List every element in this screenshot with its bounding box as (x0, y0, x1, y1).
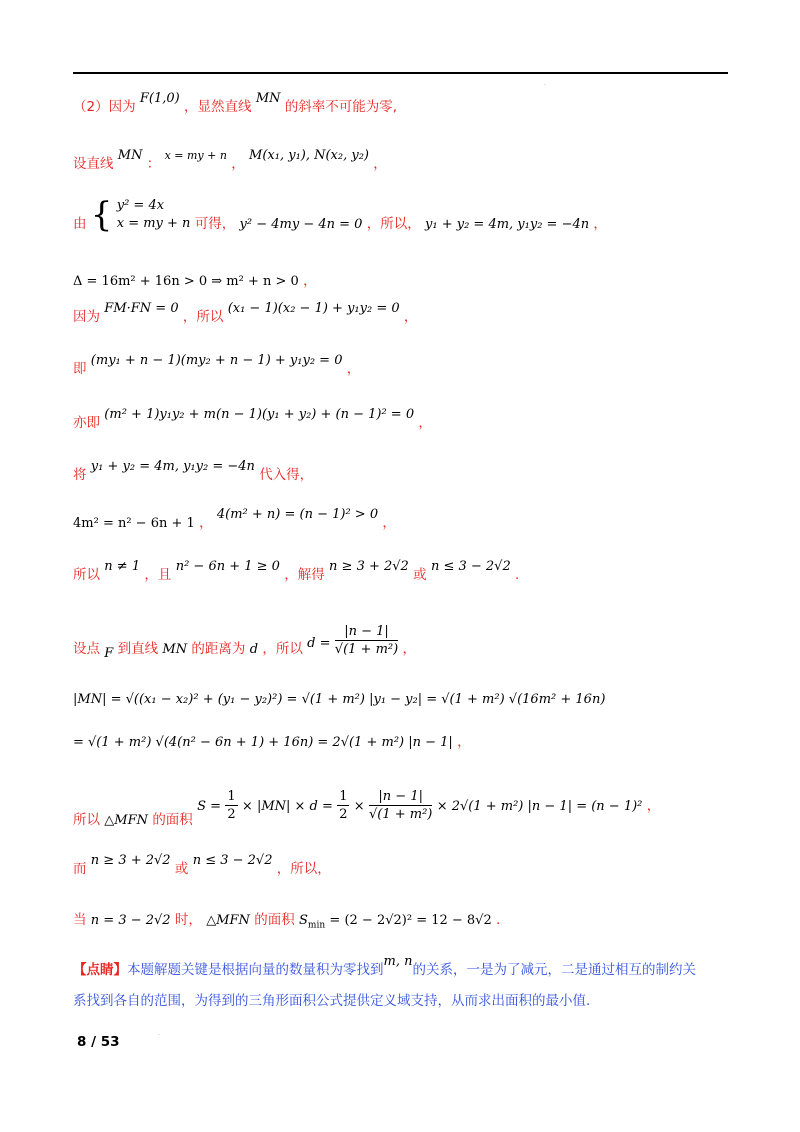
text: 所以 (73, 812, 100, 828)
solution-line-11 (73, 624, 416, 672)
text: ， (418, 415, 432, 431)
solution-line-8 (73, 459, 314, 485)
math: M(x₁, y₁), N(x₂, y₂) (249, 148, 369, 163)
math: = √(1 + m²) √(4(n² − 6n + 1) + 16n) = 2√(1 + m²) |n − 1| (73, 735, 453, 750)
math: MN (162, 642, 188, 657)
text: ，所以 (262, 641, 303, 657)
solution-line-3 (73, 196, 607, 243)
math: △MFN (206, 913, 250, 928)
tip-text (73, 954, 696, 1009)
math: S = (197, 799, 222, 814)
tip-text-b: 的关系，一是为了减元，二是通过相互的制约关 (412, 962, 696, 978)
math: 4(m² + n) = (n − 1)² > 0 (216, 507, 379, 522)
math: n ≤ 3 − 2√2 (192, 853, 273, 868)
tip-text-c: 系找到各自的范围，为得到的三角形面积公式提供定义域支持，从而求出面积的最小值. (73, 993, 591, 1009)
solution-line-9 (73, 507, 396, 533)
text: ， (646, 798, 661, 814)
text: 时， (174, 912, 202, 928)
text: 代入得， (259, 467, 314, 483)
math: MN (117, 148, 143, 163)
math: Δ = 16m² + 16n > 0 ⇒ m² + n > 0 (73, 274, 299, 289)
brace: { (90, 194, 113, 235)
text: （2）因为 (73, 99, 136, 115)
tip-label: 【点睛】 (73, 962, 127, 978)
text: ， (199, 515, 213, 531)
solution-line-1 (73, 91, 398, 117)
math: F (104, 646, 114, 661)
math: × 2√(1 + m²) |n − 1| = (n − 1)² (436, 799, 643, 814)
math: y₁ + y₂ = 4m, y₁y₂ = −4n (425, 217, 590, 232)
text: 而 (73, 861, 87, 877)
text: ，且 (144, 567, 172, 583)
text: 的面积 (152, 812, 193, 828)
text: 设直线 (73, 156, 114, 172)
text: ， (382, 515, 396, 531)
text: 或 (413, 567, 427, 583)
denominator: √(1 + m²) (368, 807, 433, 822)
math: × (353, 799, 365, 814)
text: 即 (73, 361, 87, 377)
math: MN (255, 91, 281, 106)
numerator: |n − 1| (369, 789, 432, 806)
numerator: 1 (227, 789, 236, 804)
solution-line-4 (73, 272, 317, 291)
tip-paragraph (73, 955, 733, 1016)
text: ， (373, 156, 387, 172)
fraction (369, 789, 432, 824)
solution-line-15 (73, 853, 331, 879)
text: ，所以 (182, 309, 224, 325)
solution-line-6 (73, 353, 361, 379)
text: 的面积 (254, 912, 295, 928)
math: S (299, 913, 308, 928)
text: ，显然直线 (184, 99, 252, 115)
text: 因为 (73, 309, 100, 325)
text: ， (593, 216, 607, 232)
solution-line-14 (73, 786, 660, 841)
text: . (496, 912, 501, 928)
math: 4m² = n² − 6n + 1 (73, 516, 195, 531)
text: ， (303, 273, 317, 289)
tip-text-a: 本题解题关键是根据向量的数量积为零找到 (127, 962, 384, 978)
text: ， (403, 309, 418, 325)
text: 所以 (73, 567, 100, 583)
math: x = my + n (116, 215, 191, 231)
math: (m² + 1)y₁y₂ + m(n − 1)(y₁ + y₂) + (n − 1)² = 0 (104, 407, 415, 422)
denominator: 2 (227, 807, 236, 822)
text: 由 (73, 216, 87, 232)
solution-line-10 (73, 559, 520, 585)
header-dot: . (544, 80, 546, 87)
text: ，所以， (276, 861, 331, 877)
text: 的距离为 (191, 641, 246, 657)
text: 亦即 (73, 415, 100, 431)
fraction (225, 789, 237, 824)
text: ， (231, 156, 245, 172)
solution-line-13 (73, 733, 471, 752)
header-rule (73, 72, 728, 74)
solution-line-16 (73, 911, 500, 935)
text: . (515, 567, 520, 583)
solution-line-2 (73, 148, 387, 174)
math: × |MN| × d = (241, 799, 333, 814)
text: 或 (174, 861, 189, 877)
text: ，解得 (284, 567, 325, 583)
math: (x₁ − 1)(x₂ − 1) + y₁y₂ = 0 (227, 301, 400, 316)
math: FM·FN = 0 (104, 301, 179, 316)
math: = (2 − 2√2)² = 12 − 8√2 (329, 913, 492, 928)
text: ， (402, 641, 416, 657)
math: y² = 4x (116, 197, 165, 213)
math: y² − 4my − 4n = 0 (239, 217, 363, 232)
text: 可得， (194, 216, 236, 232)
math: (my₁ + n − 1)(my₂ + n − 1) + y₁y₂ = 0 (90, 353, 343, 368)
math: n = 3 − 2√2 (90, 913, 171, 928)
math: n ≥ 3 + 2√2 (329, 559, 409, 574)
page-number: 8 / 53 (77, 1034, 120, 1050)
text: 将 (73, 467, 87, 483)
solution-line-5 (73, 301, 418, 327)
math: |MN| = √((x₁ − x₂)² + (y₁ − y₂)²) = √(1 + m²) |y₁ − y₂| = √(1 + m²) √(16m² + 16n) (73, 692, 606, 707)
fraction (335, 624, 398, 659)
text: ， (346, 361, 361, 377)
footer-dot: . (158, 1030, 160, 1037)
math: n² − 6n + 1 ≥ 0 (175, 559, 280, 574)
math: n ≥ 3 + 2√2 (90, 853, 171, 868)
text: 到直线 (117, 641, 159, 657)
math: y₁ + y₂ = 4m, y₁y₂ = −4n (90, 459, 255, 474)
solution-line-12 (73, 690, 605, 709)
math: x = my + n (164, 149, 227, 162)
math-subscript: min (307, 920, 326, 931)
denominator: √(1 + m²) (334, 642, 399, 657)
math: F(1,0) (139, 91, 180, 106)
numerator: 1 (339, 789, 348, 804)
tip-math: m, n (383, 954, 413, 969)
text: ， (457, 734, 471, 750)
text: 的斜率不可能为零, (284, 99, 398, 115)
solution-line-7 (73, 407, 432, 433)
numerator: |n − 1| (335, 624, 398, 641)
math: △MFN (104, 813, 149, 828)
text: ： (146, 156, 161, 172)
text: 当 (73, 912, 87, 928)
denominator: 2 (339, 807, 348, 822)
math: d (249, 642, 259, 657)
text: ，所以， (366, 216, 421, 232)
text: 设点 (73, 641, 100, 657)
math: n ≤ 3 − 2√2 (430, 559, 511, 574)
fraction (337, 789, 349, 824)
math: n ≠ 1 (104, 559, 141, 574)
equation-system (117, 197, 191, 233)
math: d = (307, 636, 331, 651)
